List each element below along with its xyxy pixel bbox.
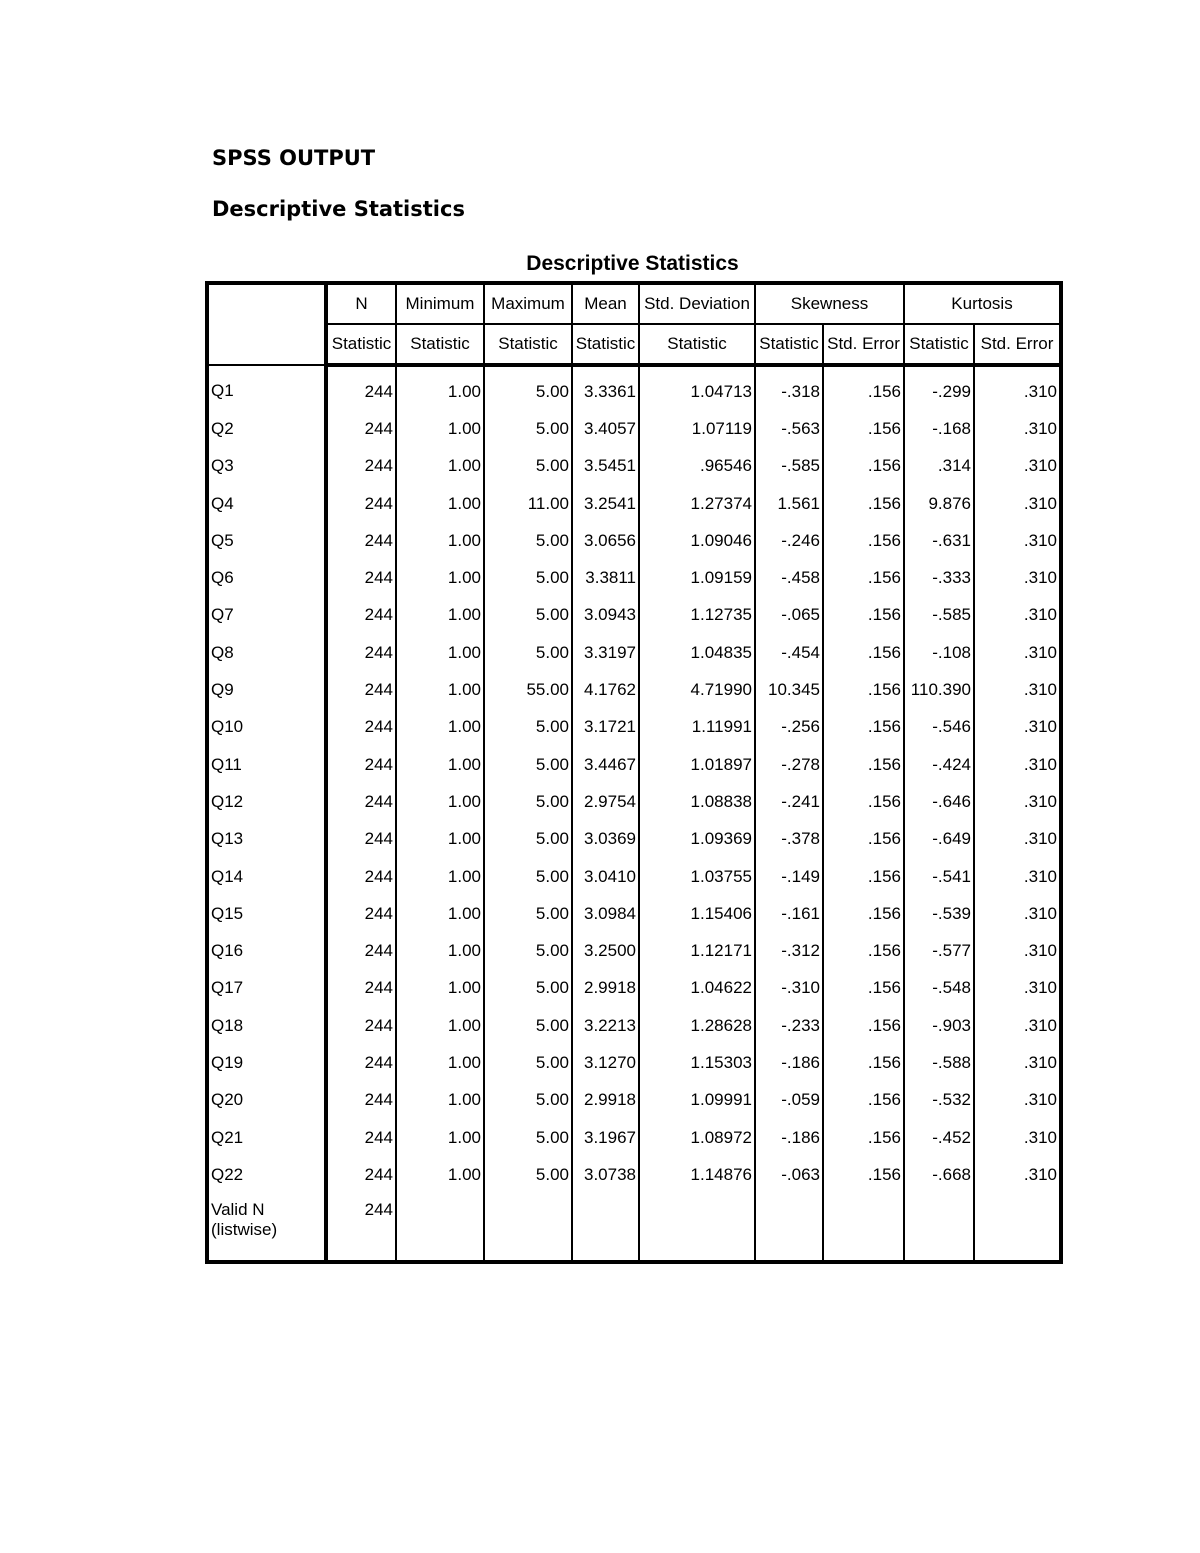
minimum-cell: 1.00 bbox=[396, 485, 484, 522]
table-row bbox=[207, 858, 1061, 895]
group-header-row bbox=[207, 283, 1061, 324]
kurtosis-statistic-cell: -.541 bbox=[904, 858, 974, 895]
valid-n-label bbox=[207, 1194, 326, 1262]
table-row bbox=[207, 932, 1061, 969]
kurtosis-std-error-cell: .310 bbox=[1023, 568, 1057, 588]
skewness-std-error-cell: .156 bbox=[823, 858, 904, 895]
table-row bbox=[207, 746, 1061, 783]
table-row bbox=[207, 485, 1061, 522]
std-deviation-cell: 1.04622 bbox=[639, 970, 755, 1007]
std-deviation-cell: 1.11991 bbox=[639, 709, 755, 746]
table-row bbox=[207, 410, 1061, 447]
table-row bbox=[207, 1044, 1061, 1081]
kurtosis-std-error-cell: .310 bbox=[1023, 791, 1057, 811]
table-row bbox=[207, 1082, 1061, 1119]
kurtosis-statistic-cell: 110.390 bbox=[904, 671, 974, 708]
empty-cell bbox=[755, 1194, 823, 1262]
minimum-cell: 1.00 bbox=[396, 448, 484, 485]
item-label-cell: Q15 bbox=[207, 895, 326, 932]
skewness-statistic-cell: -.186 bbox=[755, 1119, 823, 1156]
std-deviation-cell: 1.09046 bbox=[639, 522, 755, 559]
kurtosis-statistic-cell: -.585 bbox=[904, 597, 974, 634]
header-skewness: Skewness bbox=[755, 283, 904, 324]
std-deviation-cell: 1.01897 bbox=[639, 746, 755, 783]
skewness-statistic-cell: -.186 bbox=[755, 1044, 823, 1081]
minimum-cell: 1.00 bbox=[396, 634, 484, 671]
std-deviation-cell: 1.14876 bbox=[639, 1156, 755, 1193]
skewness-statistic-cell: -.256 bbox=[755, 709, 823, 746]
kurtosis-std-error-cell: .310 bbox=[1023, 530, 1057, 550]
mean-cell: 3.1270 bbox=[572, 1044, 639, 1081]
item-label-cell: Q16 bbox=[207, 932, 326, 969]
mean-cell: 3.2500 bbox=[572, 932, 639, 969]
std-deviation-cell: 1.09991 bbox=[639, 1082, 755, 1119]
mean-cell: 3.2213 bbox=[572, 1007, 639, 1044]
skewness-std-error-cell: .156 bbox=[823, 970, 904, 1007]
n-cell: 244 bbox=[326, 1007, 396, 1044]
skewness-statistic-cell: 10.345 bbox=[755, 671, 823, 708]
item-label-cell: Q14 bbox=[207, 858, 326, 895]
subheader-cell: Std. Error bbox=[974, 324, 1061, 365]
subheader-cell: Std. Error bbox=[823, 324, 904, 365]
maximum-cell: 55.00 bbox=[484, 671, 572, 708]
minimum-cell: 1.00 bbox=[396, 1007, 484, 1044]
std-deviation-cell: 1.09159 bbox=[639, 559, 755, 596]
n-cell: 244 bbox=[326, 746, 396, 783]
std-deviation-cell: 1.08838 bbox=[639, 783, 755, 820]
minimum-cell: 1.00 bbox=[396, 522, 484, 559]
skewness-statistic-cell: -.563 bbox=[755, 410, 823, 447]
kurtosis-statistic-cell: 9.876 bbox=[904, 485, 974, 522]
sub-header-row bbox=[207, 324, 1061, 365]
n-cell: 244 bbox=[326, 1082, 396, 1119]
std-deviation-cell: 1.15303 bbox=[639, 1044, 755, 1081]
table-row bbox=[207, 783, 1061, 820]
item-label-cell: Q17 bbox=[207, 970, 326, 1007]
skewness-std-error-cell: .156 bbox=[823, 485, 904, 522]
kurtosis-std-error-cell: .310 bbox=[1023, 1164, 1057, 1184]
kurtosis-std-error-cell: .310 bbox=[1023, 642, 1057, 662]
item-label-cell: Q2 bbox=[207, 410, 326, 447]
std-deviation-cell: 1.28628 bbox=[639, 1007, 755, 1044]
empty-cell bbox=[974, 1194, 1061, 1262]
maximum-cell: 5.00 bbox=[484, 783, 572, 820]
empty-cell bbox=[572, 1194, 639, 1262]
minimum-cell: 1.00 bbox=[396, 1044, 484, 1081]
table-caption: Descriptive Statistics bbox=[526, 252, 739, 275]
minimum-cell: 1.00 bbox=[396, 671, 484, 708]
mean-cell: 2.9754 bbox=[572, 783, 639, 820]
item-label-cell: Q18 bbox=[207, 1007, 326, 1044]
valid-n-row bbox=[207, 1194, 1061, 1262]
skewness-statistic-cell: -.318 bbox=[755, 365, 823, 410]
n-cell: 244 bbox=[326, 410, 396, 447]
n-cell: 244 bbox=[326, 1156, 396, 1193]
std-deviation-cell: 1.09369 bbox=[639, 821, 755, 858]
kurtosis-std-error-cell: .310 bbox=[1023, 456, 1057, 476]
maximum-cell: 5.00 bbox=[484, 858, 572, 895]
valid-n-label-line1: Valid N bbox=[211, 1199, 265, 1219]
n-cell: 244 bbox=[326, 671, 396, 708]
n-cell: 244 bbox=[326, 559, 396, 596]
skewness-statistic-cell: -.246 bbox=[755, 522, 823, 559]
subheader-cell: Statistic bbox=[326, 324, 396, 365]
maximum-cell: 5.00 bbox=[484, 597, 572, 634]
kurtosis-std-error-cell: .310 bbox=[1023, 1015, 1057, 1035]
skewness-std-error-cell: .156 bbox=[823, 634, 904, 671]
empty-cell bbox=[823, 1194, 904, 1262]
kurtosis-statistic-cell: -.108 bbox=[904, 634, 974, 671]
n-cell: 244 bbox=[326, 970, 396, 1007]
empty-cell bbox=[484, 1194, 572, 1262]
table-row bbox=[207, 1119, 1061, 1156]
skewness-std-error-cell: .156 bbox=[823, 1044, 904, 1081]
item-label-cell: Q8 bbox=[207, 634, 326, 671]
table-row bbox=[207, 709, 1061, 746]
kurtosis-std-error-cell: .310 bbox=[1023, 1090, 1057, 1110]
kurtosis-std-error-cell: .310 bbox=[1023, 1127, 1057, 1147]
maximum-cell: 5.00 bbox=[484, 709, 572, 746]
table-row bbox=[207, 970, 1061, 1007]
skewness-statistic-cell: -.454 bbox=[755, 634, 823, 671]
header-maximum: Maximum bbox=[484, 283, 572, 324]
maximum-cell: 5.00 bbox=[484, 634, 572, 671]
item-label-cell: Q5 bbox=[207, 522, 326, 559]
kurtosis-statistic-cell: -.577 bbox=[904, 932, 974, 969]
header-minimum: Minimum bbox=[396, 283, 484, 324]
kurtosis-std-error-cell: .310 bbox=[1023, 754, 1057, 774]
subheader-cell: Statistic bbox=[572, 324, 639, 365]
subheader-cell: Statistic bbox=[639, 324, 755, 365]
table-row bbox=[207, 634, 1061, 671]
maximum-cell: 5.00 bbox=[484, 895, 572, 932]
minimum-cell: 1.00 bbox=[396, 597, 484, 634]
skewness-statistic-cell: -.065 bbox=[755, 597, 823, 634]
skewness-std-error-cell: .156 bbox=[823, 895, 904, 932]
skewness-std-error-cell: .156 bbox=[823, 671, 904, 708]
kurtosis-statistic-cell: -.168 bbox=[904, 410, 974, 447]
item-label-cell: Q13 bbox=[207, 821, 326, 858]
minimum-cell: 1.00 bbox=[396, 365, 484, 410]
item-label-cell: Q10 bbox=[207, 709, 326, 746]
kurtosis-std-error-cell: .310 bbox=[1023, 829, 1057, 849]
mean-cell: 2.9918 bbox=[572, 970, 639, 1007]
skewness-statistic-cell: -.278 bbox=[755, 746, 823, 783]
page-heading: SPSS OUTPUT bbox=[212, 146, 376, 170]
maximum-cell: 5.00 bbox=[484, 522, 572, 559]
skewness-std-error-cell: .156 bbox=[823, 783, 904, 820]
mean-cell: 3.0410 bbox=[572, 858, 639, 895]
n-cell: 244 bbox=[326, 821, 396, 858]
minimum-cell: 1.00 bbox=[396, 821, 484, 858]
maximum-cell: 5.00 bbox=[484, 1082, 572, 1119]
n-cell: 244 bbox=[326, 522, 396, 559]
maximum-cell: 5.00 bbox=[484, 821, 572, 858]
skewness-statistic-cell: 1.561 bbox=[755, 485, 823, 522]
skewness-std-error-cell: .156 bbox=[823, 821, 904, 858]
table-row bbox=[207, 671, 1061, 708]
minimum-cell: 1.00 bbox=[396, 932, 484, 969]
minimum-cell: 1.00 bbox=[396, 858, 484, 895]
std-deviation-cell: .96546 bbox=[639, 448, 755, 485]
skewness-std-error-cell: .156 bbox=[823, 559, 904, 596]
header-std-deviation: Std. Deviation bbox=[639, 283, 755, 324]
mean-cell: 3.0656 bbox=[572, 522, 639, 559]
n-cell: 244 bbox=[326, 1044, 396, 1081]
minimum-cell: 1.00 bbox=[396, 1156, 484, 1193]
item-label-cell: Q20 bbox=[207, 1082, 326, 1119]
maximum-cell: 11.00 bbox=[484, 485, 572, 522]
maximum-cell: 5.00 bbox=[484, 1156, 572, 1193]
std-deviation-cell: 1.04835 bbox=[639, 634, 755, 671]
table-row bbox=[207, 448, 1061, 485]
maximum-cell: 5.00 bbox=[484, 1044, 572, 1081]
mean-cell: 3.4057 bbox=[572, 410, 639, 447]
item-label-cell: Q9 bbox=[207, 671, 326, 708]
minimum-cell: 1.00 bbox=[396, 709, 484, 746]
item-label-cell: Q21 bbox=[207, 1119, 326, 1156]
item-label-cell: Q12 bbox=[207, 783, 326, 820]
minimum-cell: 1.00 bbox=[396, 746, 484, 783]
maximum-cell: 5.00 bbox=[484, 970, 572, 1007]
skewness-statistic-cell: -.378 bbox=[755, 821, 823, 858]
kurtosis-std-error-cell: .310 bbox=[1023, 717, 1057, 737]
table-row bbox=[207, 895, 1061, 932]
mean-cell: 3.3197 bbox=[572, 634, 639, 671]
table-row bbox=[207, 559, 1061, 596]
n-cell: 244 bbox=[326, 709, 396, 746]
table-row bbox=[207, 597, 1061, 634]
empty-cell bbox=[396, 1194, 484, 1262]
minimum-cell: 1.00 bbox=[396, 1119, 484, 1156]
std-deviation-cell: 1.12171 bbox=[639, 932, 755, 969]
header-kurtosis: Kurtosis bbox=[904, 283, 1061, 324]
minimum-cell: 1.00 bbox=[396, 559, 484, 596]
kurtosis-statistic-cell: -.539 bbox=[904, 895, 974, 932]
skewness-std-error-cell: .156 bbox=[823, 1082, 904, 1119]
skewness-statistic-cell: -.233 bbox=[755, 1007, 823, 1044]
mean-cell: 3.3361 bbox=[572, 365, 639, 410]
skewness-std-error-cell: .156 bbox=[823, 709, 904, 746]
mean-cell: 3.1967 bbox=[572, 1119, 639, 1156]
maximum-cell: 5.00 bbox=[484, 932, 572, 969]
item-label-cell: Q19 bbox=[207, 1044, 326, 1081]
table-row bbox=[207, 821, 1061, 858]
mean-cell: 3.3811 bbox=[572, 559, 639, 596]
mean-cell: 3.0943 bbox=[572, 597, 639, 634]
skewness-std-error-cell: .156 bbox=[823, 522, 904, 559]
kurtosis-std-error-cell: .310 bbox=[1023, 605, 1057, 625]
kurtosis-statistic-cell: -.532 bbox=[904, 1082, 974, 1119]
table-row bbox=[207, 1156, 1061, 1193]
subheader-cell: Statistic bbox=[396, 324, 484, 365]
n-cell: 244 bbox=[326, 895, 396, 932]
skewness-statistic-cell: -.059 bbox=[755, 1082, 823, 1119]
empty-cell bbox=[639, 1194, 755, 1262]
subheader-cell: Statistic bbox=[755, 324, 823, 365]
mean-cell: 3.5451 bbox=[572, 448, 639, 485]
maximum-cell: 5.00 bbox=[484, 410, 572, 447]
n-cell: 244 bbox=[326, 485, 396, 522]
n-cell: 244 bbox=[326, 1119, 396, 1156]
kurtosis-statistic-cell: -.668 bbox=[904, 1156, 974, 1193]
item-label-cell: Q1 bbox=[207, 365, 326, 410]
subheader-cell: Statistic bbox=[484, 324, 572, 365]
header-mean: Mean bbox=[572, 283, 639, 324]
kurtosis-statistic-cell: -.588 bbox=[904, 1044, 974, 1081]
skewness-statistic-cell: -.458 bbox=[755, 559, 823, 596]
corner-cell bbox=[207, 283, 326, 365]
skewness-statistic-cell: -.585 bbox=[755, 448, 823, 485]
minimum-cell: 1.00 bbox=[396, 1082, 484, 1119]
kurtosis-statistic-cell: -.424 bbox=[904, 746, 974, 783]
kurtosis-statistic-cell: -.548 bbox=[904, 970, 974, 1007]
n-cell: 244 bbox=[326, 365, 396, 410]
minimum-cell: 1.00 bbox=[396, 783, 484, 820]
item-label-cell: Q3 bbox=[207, 448, 326, 485]
skewness-std-error-cell: .156 bbox=[823, 932, 904, 969]
kurtosis-std-error-cell: .310 bbox=[1023, 978, 1057, 998]
empty-cell bbox=[904, 1194, 974, 1262]
skewness-std-error-cell: .156 bbox=[823, 410, 904, 447]
valid-n-label-line2: (listwise) bbox=[211, 1219, 278, 1239]
kurtosis-statistic-cell: .314 bbox=[904, 448, 974, 485]
mean-cell: 3.0369 bbox=[572, 821, 639, 858]
section-heading: Descriptive Statistics bbox=[212, 197, 465, 221]
skewness-std-error-cell: .156 bbox=[823, 1119, 904, 1156]
kurtosis-std-error-cell: .310 bbox=[1023, 941, 1057, 961]
skewness-statistic-cell: -.149 bbox=[755, 858, 823, 895]
std-deviation-cell: 1.27374 bbox=[639, 485, 755, 522]
table-row bbox=[207, 522, 1061, 559]
skewness-statistic-cell: -.161 bbox=[755, 895, 823, 932]
mean-cell: 3.0984 bbox=[572, 895, 639, 932]
item-label-cell: Q11 bbox=[207, 746, 326, 783]
skewness-std-error-cell: .156 bbox=[823, 1156, 904, 1193]
item-label-cell: Q22 bbox=[207, 1156, 326, 1193]
kurtosis-std-error-cell: .310 bbox=[1023, 866, 1057, 886]
mean-cell: 2.9918 bbox=[572, 1082, 639, 1119]
kurtosis-std-error-cell: .310 bbox=[1023, 903, 1057, 923]
kurtosis-statistic-cell: -.649 bbox=[904, 821, 974, 858]
maximum-cell: 5.00 bbox=[484, 1007, 572, 1044]
table-row bbox=[207, 1007, 1061, 1044]
mean-cell: 4.1762 bbox=[572, 671, 639, 708]
kurtosis-statistic-cell: -.631 bbox=[904, 522, 974, 559]
skewness-std-error-cell: .156 bbox=[823, 746, 904, 783]
skewness-std-error-cell: .156 bbox=[823, 365, 904, 410]
maximum-cell: 5.00 bbox=[484, 559, 572, 596]
n-cell: 244 bbox=[326, 634, 396, 671]
mean-cell: 3.0738 bbox=[572, 1156, 639, 1193]
minimum-cell: 1.00 bbox=[396, 970, 484, 1007]
kurtosis-statistic-cell: -.299 bbox=[904, 365, 974, 410]
subheader-cell: Statistic bbox=[904, 324, 974, 365]
kurtosis-statistic-cell: -.903 bbox=[904, 1007, 974, 1044]
std-deviation-cell: 1.03755 bbox=[639, 858, 755, 895]
kurtosis-std-error-cell: .310 bbox=[1023, 493, 1057, 513]
table-row bbox=[207, 365, 1061, 410]
item-label-cell: Q7 bbox=[207, 597, 326, 634]
maximum-cell: 5.00 bbox=[484, 746, 572, 783]
skewness-statistic-cell: -.310 bbox=[755, 970, 823, 1007]
n-cell: 244 bbox=[326, 597, 396, 634]
skewness-statistic-cell: -.241 bbox=[755, 783, 823, 820]
header-n: N bbox=[326, 283, 396, 324]
kurtosis-std-error-cell: .310 bbox=[1023, 1052, 1057, 1072]
skewness-std-error-cell: .156 bbox=[823, 448, 904, 485]
std-deviation-cell: 4.71990 bbox=[639, 671, 755, 708]
skewness-statistic-cell: -.063 bbox=[755, 1156, 823, 1193]
n-cell: 244 bbox=[326, 448, 396, 485]
std-deviation-cell: 1.08972 bbox=[639, 1119, 755, 1156]
n-cell: 244 bbox=[326, 932, 396, 969]
mean-cell: 3.4467 bbox=[572, 746, 639, 783]
maximum-cell: 5.00 bbox=[484, 448, 572, 485]
minimum-cell: 1.00 bbox=[396, 895, 484, 932]
std-deviation-cell: 1.04713 bbox=[639, 365, 755, 410]
skewness-statistic-cell: -.312 bbox=[755, 932, 823, 969]
maximum-cell: 5.00 bbox=[484, 1119, 572, 1156]
mean-cell: 3.1721 bbox=[572, 709, 639, 746]
kurtosis-std-error-cell: .310 bbox=[1023, 418, 1057, 438]
std-deviation-cell: 1.07119 bbox=[639, 410, 755, 447]
kurtosis-statistic-cell: -.546 bbox=[904, 709, 974, 746]
kurtosis-std-error-cell: .310 bbox=[1023, 680, 1057, 700]
minimum-cell: 1.00 bbox=[396, 410, 484, 447]
std-deviation-cell: 1.15406 bbox=[639, 895, 755, 932]
kurtosis-statistic-cell: -.452 bbox=[904, 1119, 974, 1156]
n-cell: 244 bbox=[326, 783, 396, 820]
std-deviation-cell: 1.12735 bbox=[639, 597, 755, 634]
item-label-cell: Q4 bbox=[207, 485, 326, 522]
skewness-std-error-cell: .156 bbox=[823, 1007, 904, 1044]
item-label-cell: Q6 bbox=[207, 559, 326, 596]
kurtosis-statistic-cell: -.646 bbox=[904, 783, 974, 820]
n-cell: 244 bbox=[326, 858, 396, 895]
mean-cell: 3.2541 bbox=[572, 485, 639, 522]
maximum-cell: 5.00 bbox=[484, 365, 572, 410]
skewness-std-error-cell: .156 bbox=[823, 597, 904, 634]
descriptive-statistics-table bbox=[205, 281, 1063, 1264]
kurtosis-statistic-cell: -.333 bbox=[904, 559, 974, 596]
valid-n-value: 244 bbox=[326, 1194, 396, 1262]
kurtosis-std-error-cell: .310 bbox=[1023, 381, 1057, 401]
